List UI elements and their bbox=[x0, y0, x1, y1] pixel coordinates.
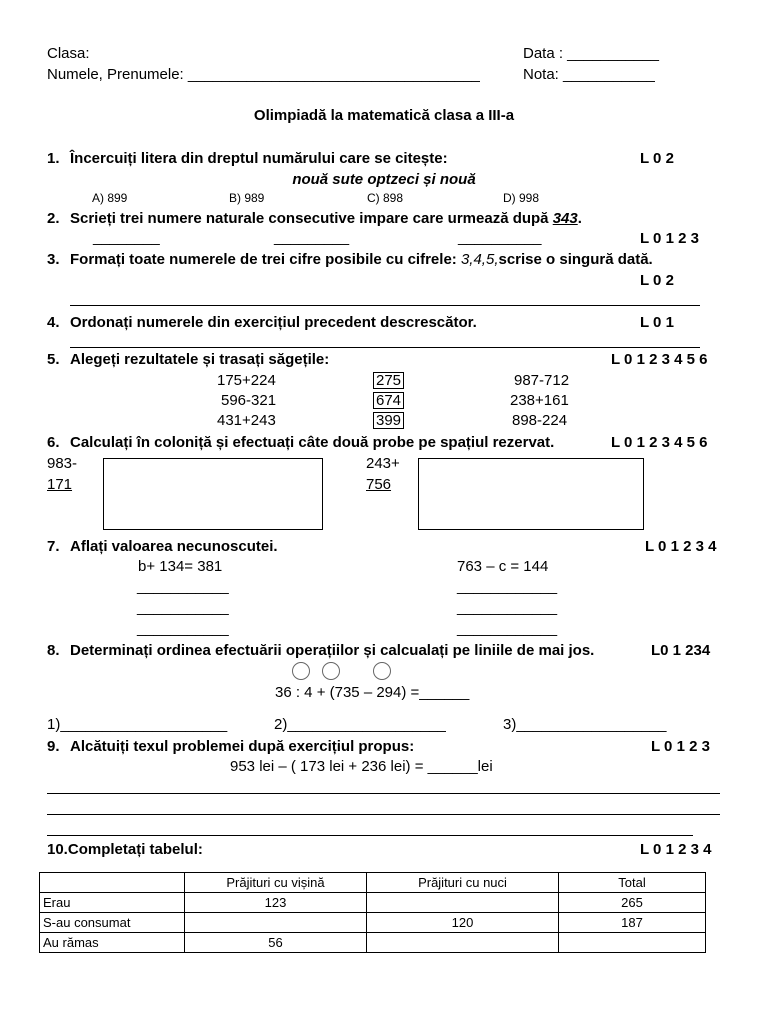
nota-label: Nota: ___________ bbox=[523, 66, 655, 83]
q9-number: 9. bbox=[47, 738, 60, 755]
q8-step-1[interactable]: 1)____________________ bbox=[47, 716, 228, 733]
q9-expression: 953 lei – ( 173 lei + 236 lei) = ______lei bbox=[230, 758, 493, 775]
q5-right-2: 238+161 bbox=[510, 392, 569, 409]
table-row bbox=[40, 913, 706, 933]
q2-blank-3[interactable]: __________ bbox=[458, 229, 542, 246]
table-cell[interactable] bbox=[185, 913, 367, 933]
q8-order-circle-1[interactable] bbox=[292, 662, 310, 680]
q6-op2-bottom: 756 bbox=[366, 476, 392, 493]
q7-blank-right-2[interactable]: ____________ bbox=[457, 599, 558, 616]
q3-answer-line[interactable] bbox=[70, 305, 700, 306]
data-label: Data : ___________ bbox=[523, 45, 659, 62]
q5-left-2: 596-321 bbox=[221, 392, 277, 409]
q7-blank-left-1[interactable]: ___________ bbox=[137, 578, 229, 595]
q2-text bbox=[70, 210, 582, 227]
q3-digits: 3,4,5, bbox=[460, 251, 499, 268]
q2-blank-1[interactable]: ________ bbox=[93, 229, 160, 246]
q8-score: L0 1 234 bbox=[651, 642, 711, 659]
q3-text-b: scrise o singură dată. bbox=[498, 251, 653, 268]
q6-op2-top: 243+ bbox=[366, 455, 400, 472]
q5-result-1[interactable]: 275 bbox=[373, 372, 404, 389]
table-cell[interactable] bbox=[367, 893, 559, 913]
q5-right-1: 987-712 bbox=[514, 372, 570, 389]
q9-answer-line-3[interactable] bbox=[47, 835, 693, 836]
table-header-cell bbox=[40, 873, 185, 893]
q2-blank-2[interactable]: _________ bbox=[274, 229, 350, 246]
q1-option-a[interactable]: A) 899 bbox=[92, 191, 128, 205]
q6-work-box-2[interactable] bbox=[418, 458, 644, 530]
q2-end: . bbox=[577, 210, 582, 227]
q10-text: Completați tabelul: bbox=[67, 841, 203, 858]
q1-score: L 0 2 bbox=[640, 150, 674, 167]
q1-text: Încercuiți litera din dreptul numărului care se citește: bbox=[70, 150, 448, 167]
q1-phrase: nouă sute optzeci și nouă bbox=[292, 171, 476, 188]
q10-score: L 0 1 2 3 4 bbox=[640, 841, 712, 858]
table-row bbox=[40, 933, 706, 953]
q5-number: 5. bbox=[47, 351, 60, 368]
q7-blank-left-3[interactable]: ___________ bbox=[137, 620, 229, 637]
q3-text bbox=[70, 251, 653, 268]
table-cell[interactable] bbox=[367, 933, 559, 953]
table-row-label: S-au consumat bbox=[40, 913, 185, 933]
q9-answer-line-2[interactable] bbox=[47, 814, 720, 815]
table-cell[interactable]: 187 bbox=[559, 913, 706, 933]
q3-number: 3. bbox=[47, 251, 60, 268]
q6-work-box-1[interactable] bbox=[103, 458, 323, 530]
q2-text-main: Scrieți trei numere naturale consecutive impare care urmează după bbox=[70, 210, 553, 227]
q5-left-1: 175+224 bbox=[217, 372, 276, 389]
cakes-table bbox=[39, 872, 706, 953]
q6-text: Calculați în coloniță și efectuați câte două probe pe spațiul rezervat. bbox=[70, 434, 555, 451]
q7-blank-left-2[interactable]: ___________ bbox=[137, 599, 229, 616]
table-cell[interactable]: 120 bbox=[367, 913, 559, 933]
q1-option-b[interactable]: B) 989 bbox=[229, 191, 265, 205]
page-title: Olimpiadă la matematică clasa a III-a bbox=[253, 107, 515, 124]
q10-number: 10. bbox=[47, 841, 68, 858]
table-cell[interactable]: 123 bbox=[185, 893, 367, 913]
q7-blank-right-1[interactable]: ____________ bbox=[457, 578, 558, 595]
table-header-cell: Prăjituri cu nuci bbox=[367, 873, 559, 893]
table-row-label: Au rămas bbox=[40, 933, 185, 953]
q5-right-3: 898-224 bbox=[512, 412, 568, 429]
q8-expression: 36 : 4 + (735 – 294) =______ bbox=[275, 684, 470, 701]
q7-score: L 0 1 2 3 4 bbox=[645, 538, 717, 555]
q4-text: Ordonați numerele din exercițiul precedent descrescător. bbox=[70, 314, 477, 331]
q1-option-c[interactable]: C) 898 bbox=[367, 191, 404, 205]
table-header-cell: Total bbox=[559, 873, 706, 893]
q5-score: L 0 1 2 3 4 5 6 bbox=[611, 351, 708, 368]
table-header-row bbox=[40, 873, 706, 893]
q2-number: 2. bbox=[47, 210, 60, 227]
q8-step-3[interactable]: 3)__________________ bbox=[503, 716, 667, 733]
q8-step-2[interactable]: 2)___________________ bbox=[274, 716, 446, 733]
table-header-cell: Prăjituri cu vișină bbox=[185, 873, 367, 893]
q5-result-2[interactable]: 674 bbox=[373, 392, 404, 409]
q1-number: 1. bbox=[47, 150, 60, 167]
q8-number: 8. bbox=[47, 642, 60, 659]
q5-result-3[interactable]: 399 bbox=[373, 412, 404, 429]
q6-score: L 0 1 2 3 4 5 6 bbox=[611, 434, 708, 451]
q8-text: Determinați ordinea efectuării operațiilor și calcualați pe liniile de mai jos. bbox=[70, 642, 595, 659]
q7-blank-right-3[interactable]: ____________ bbox=[457, 620, 558, 637]
q1-option-d[interactable]: D) 998 bbox=[503, 191, 540, 205]
q10-label bbox=[47, 841, 203, 858]
table-cell[interactable]: 265 bbox=[559, 893, 706, 913]
q9-text: Alcătuiți texul problemei după exercițiul propus: bbox=[70, 738, 415, 755]
q6-op1-top: 983- bbox=[47, 455, 78, 472]
clasa-label: Clasa: bbox=[47, 45, 90, 62]
q7-eq-2: 763 – c = 144 bbox=[457, 558, 549, 575]
q4-answer-line[interactable] bbox=[70, 347, 700, 348]
q4-number: 4. bbox=[47, 314, 60, 331]
q7-number: 7. bbox=[47, 538, 60, 555]
table-row bbox=[40, 893, 706, 913]
q2-score: L 0 1 2 3 bbox=[640, 230, 699, 247]
nume-label: Numele, Prenumele: ___________________________________ bbox=[47, 66, 480, 83]
q8-order-circle-3[interactable] bbox=[373, 662, 391, 680]
q5-left-3: 431+243 bbox=[217, 412, 276, 429]
q6-number: 6. bbox=[47, 434, 60, 451]
q9-answer-line-1[interactable] bbox=[47, 793, 720, 794]
q4-score: L 0 1 bbox=[640, 314, 674, 331]
table-cell[interactable]: 56 bbox=[185, 933, 367, 953]
table-row-label: Erau bbox=[40, 893, 185, 913]
q3-text-a: Formați toate numerele de trei cifre posibile cu cifrele: bbox=[70, 251, 461, 268]
q5-text: Alegeți rezultatele și trasați săgețile: bbox=[70, 351, 330, 368]
q9-score: L 0 1 2 3 bbox=[651, 738, 710, 755]
q7-eq-1: b+ 134= 381 bbox=[138, 558, 223, 575]
q7-text: Aflați valoarea necunoscutei. bbox=[70, 538, 278, 555]
q8-order-circle-2[interactable] bbox=[322, 662, 340, 680]
q6-op1-bottom: 171 bbox=[47, 476, 73, 493]
table-cell[interactable] bbox=[559, 933, 706, 953]
q2-value: 343 bbox=[552, 210, 578, 227]
q3-score: L 0 2 bbox=[640, 272, 674, 289]
